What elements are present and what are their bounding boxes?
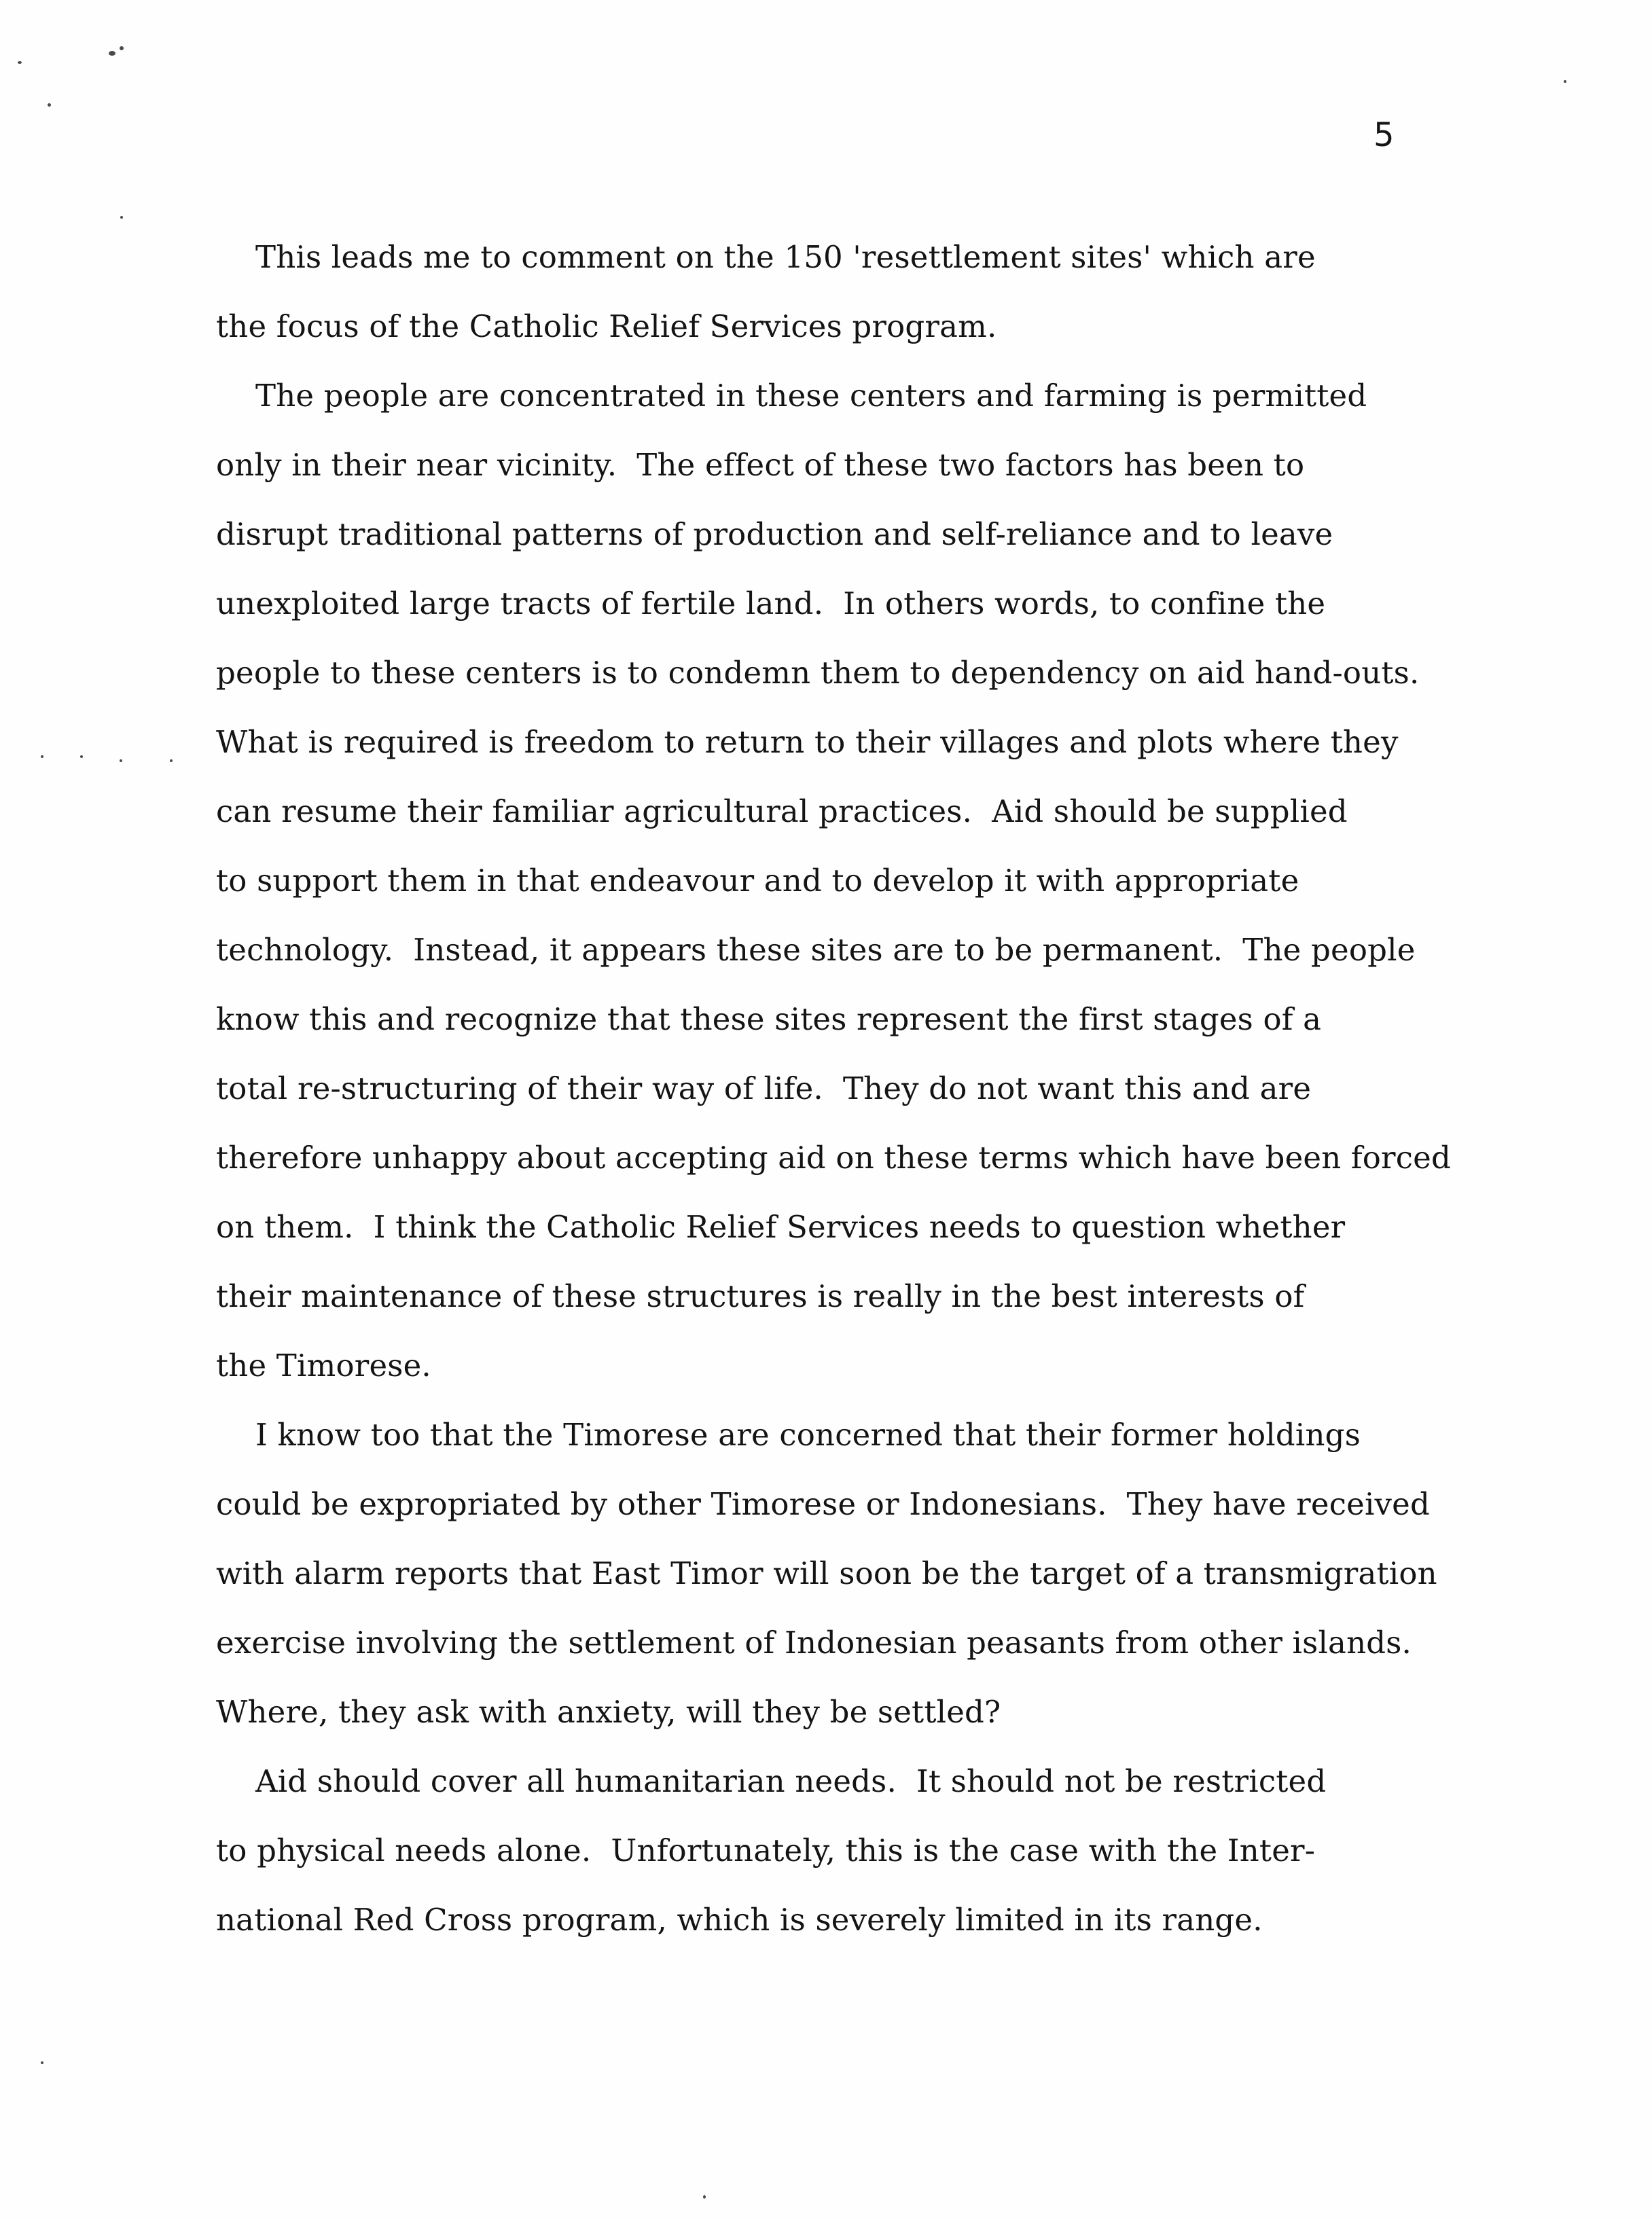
text-line: I know too that the Timorese are concerned that their former holdings (216, 1417, 1361, 1453)
text-line: Where, they ask with anxiety, will they be settled? (216, 1694, 1001, 1730)
text-line: on them. I think the Catholic Relief Services needs to question whether (216, 1209, 1346, 1245)
scan-speck (120, 759, 122, 762)
text-line: could be expropriated by other Timorese or Indonesians. They have received (216, 1486, 1431, 1522)
text-line: This leads me to comment on the 150 'resettlement sites' which are (216, 239, 1316, 275)
text-line: exercise involving the settlement of Indonesian peasants from other islands. (216, 1625, 1412, 1661)
scan-speck (41, 2061, 43, 2064)
text-line: unexploited large tracts of fertile land. In others words, to confine the (216, 585, 1326, 621)
scan-speck (120, 216, 123, 219)
scan-speck (1564, 80, 1566, 83)
text-line: know this and recognize that these sites represent the first stages of a (216, 1001, 1322, 1037)
text-line: therefore unhappy about accepting aid on these terms which have been forced (216, 1140, 1452, 1176)
text-line: national Red Cross program, which is severely limited in its range. (216, 1902, 1263, 1938)
text-line: only in their near vicinity. The effect of these two factors has been to (216, 447, 1305, 483)
text-line: can resume their familiar agricultural practices. Aid should be supplied (216, 793, 1348, 829)
scan-speck (120, 46, 124, 50)
text-line: the focus of the Catholic Relief Services program. (216, 308, 997, 344)
body-text (216, 223, 1575, 1955)
text-line: the Timorese. (216, 1348, 431, 1384)
scan-speck (18, 61, 22, 64)
scan-speck (41, 755, 43, 758)
text-line: people to these centers is to condemn them to dependency on aid hand-outs. (216, 655, 1420, 691)
text-line: disrupt traditional patterns of production and self-reliance and to leave (216, 516, 1333, 552)
text-line: What is required is freedom to return to their villages and plots where they (216, 724, 1399, 760)
text-line: total re-structuring of their way of life. They do not want this and are (216, 1070, 1312, 1106)
text-line: to support them in that endeavour and to develop it with appropriate (216, 863, 1299, 899)
text-line: with alarm reports that East Timor will soon be the target of a transmigration (216, 1555, 1437, 1591)
page-number: 5 (1373, 116, 1395, 154)
scan-speck (48, 103, 51, 107)
text-line: Aid should cover all humanitarian needs. It should not be restricted (216, 1763, 1327, 1799)
text-line: to physical needs alone. Unfortunately, this is the case with the Inter- (216, 1832, 1316, 1868)
text-line: their maintenance of these structures is really in the best interests of (216, 1278, 1305, 1314)
scan-speck (170, 759, 173, 762)
scan-speck (109, 51, 115, 56)
scan-speck (703, 2195, 706, 2199)
scan-speck (80, 755, 83, 758)
text-line: technology. Instead, it appears these sites are to be permanent. The people (216, 932, 1416, 968)
text-line: The people are concentrated in these centers and farming is permitted (216, 378, 1367, 414)
